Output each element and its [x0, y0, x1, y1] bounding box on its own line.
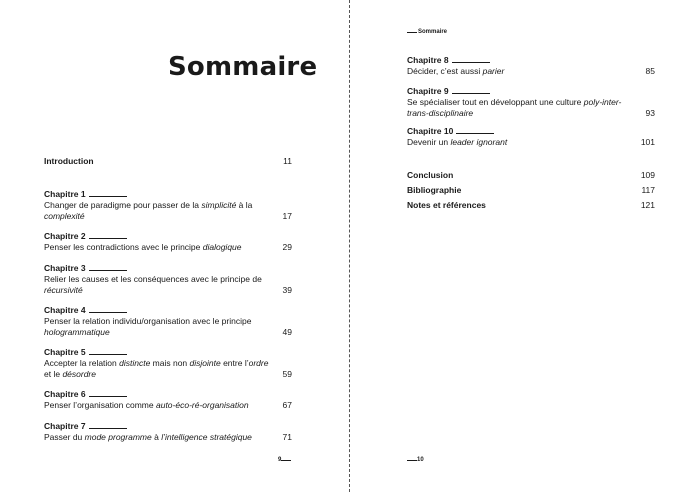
italic-text: hologrammatique: [44, 327, 110, 337]
toc-chapter-9: [407, 86, 655, 119]
text: et le: [44, 369, 63, 379]
toc-entry-conclusion: [407, 170, 655, 181]
text: Penser les contradictions avec le principe: [44, 242, 203, 252]
page-number: 59: [282, 369, 292, 379]
text: entre l’: [220, 358, 249, 368]
italic-text: récursivité: [44, 285, 83, 295]
page-number: 29: [282, 242, 292, 252]
text: Accepter la relation: [44, 358, 120, 368]
toc-chapter-1: [44, 189, 292, 222]
toc-entry-bibliographie: [407, 185, 655, 196]
page-gutter-divider: [349, 0, 350, 492]
italic-text: leader ignorant: [450, 137, 508, 147]
chapter-title: [407, 97, 633, 119]
page-number: 93: [645, 108, 655, 118]
chapter-heading: Chapitre 4: [44, 305, 292, 316]
text: Relier les causes et les conséquences avec le principe de: [44, 274, 262, 284]
chapter-heading: Chapitre 1: [44, 189, 292, 200]
toc-chapter-7: [44, 421, 292, 443]
toc-label: Notes et références: [407, 200, 486, 210]
text: Devenir un: [407, 137, 451, 147]
text: à: [151, 432, 162, 442]
text: mais non: [150, 358, 190, 368]
chapter-heading: Chapitre 9: [407, 86, 655, 97]
chapter-heading: Chapitre 3: [44, 263, 292, 274]
toc-chapter-2: [44, 231, 292, 253]
italic-text: mode programme: [84, 432, 152, 442]
chapter-title: [44, 358, 270, 380]
toc-chapter-10: [407, 126, 655, 148]
left-page: [0, 0, 349, 492]
chapter-title: [44, 242, 270, 253]
text: Décider, c’est aussi: [407, 66, 483, 76]
page-number: 85: [645, 66, 655, 76]
text: Penser la relation individu/organisation avec le principe: [44, 316, 252, 326]
italic-text: l’intelligence stratégique: [161, 432, 252, 442]
page-number: 49: [282, 327, 292, 337]
toc-label: Introduction: [44, 156, 94, 166]
text: Passer du: [44, 432, 85, 442]
chapter-title: [44, 432, 270, 443]
toc-label: Bibliographie: [407, 185, 462, 195]
chapter-title: [44, 316, 270, 338]
page-number: 11: [283, 156, 292, 166]
chapter-heading: Chapitre 8: [407, 55, 655, 66]
page-number: 17: [282, 211, 292, 221]
toc-chapter-5: [44, 347, 292, 380]
page-number: 121: [640, 200, 655, 210]
italic-text: parier: [482, 66, 505, 76]
chapter-heading: Chapitre 2: [44, 231, 292, 242]
page-number: 109: [640, 170, 655, 180]
folio: 10: [407, 457, 424, 463]
toc-entry-introduction: [44, 156, 292, 167]
chapter-title: [44, 400, 270, 411]
text: Se spécialiser tout en développant une culture: [407, 97, 584, 107]
chapter-title: [44, 274, 270, 296]
italic-text: auto-éco-ré-organisation: [155, 400, 249, 410]
right-page: [351, 0, 700, 492]
folio: 9: [278, 457, 291, 463]
chapter-title: [407, 137, 633, 148]
toc-chapter-8: [407, 55, 655, 77]
italic-text: poly-inter-trans-disciplinaire: [407, 97, 622, 118]
chapter-heading: Chapitre 6: [44, 389, 292, 400]
italic-text: désordre: [62, 369, 96, 379]
chapter-heading: Chapitre 5: [44, 347, 292, 358]
italic-text: ordre: [248, 358, 269, 368]
toc-chapter-3: [44, 263, 292, 296]
chapter-heading: Chapitre 10: [407, 126, 655, 137]
italic-text: complexité: [44, 211, 85, 221]
chapter-title: [44, 200, 270, 222]
italic-text: distincte: [119, 358, 151, 368]
toc-entry-notes: [407, 200, 655, 211]
text: à la: [236, 200, 253, 210]
page-number: 39: [282, 285, 292, 295]
italic-text: disjointe: [189, 358, 221, 368]
running-head: Sommaire: [407, 29, 447, 35]
italic-text: dialogique: [202, 242, 242, 252]
page-number: 67: [282, 400, 292, 410]
toc-chapter-4: [44, 305, 292, 338]
page-number: 101: [640, 137, 655, 147]
chapter-heading: Chapitre 7: [44, 421, 292, 432]
italic-text: simplicité: [201, 200, 237, 210]
text: Changer de paradigme pour passer de la: [44, 200, 202, 210]
chapter-title: [407, 66, 633, 77]
page-title: Sommaire: [168, 52, 318, 82]
toc-chapter-6: [44, 389, 292, 411]
page-number: 117: [641, 185, 655, 195]
toc-label: Conclusion: [407, 170, 454, 180]
text: Penser l’organisation comme: [44, 400, 156, 410]
page-number: 71: [282, 432, 292, 442]
